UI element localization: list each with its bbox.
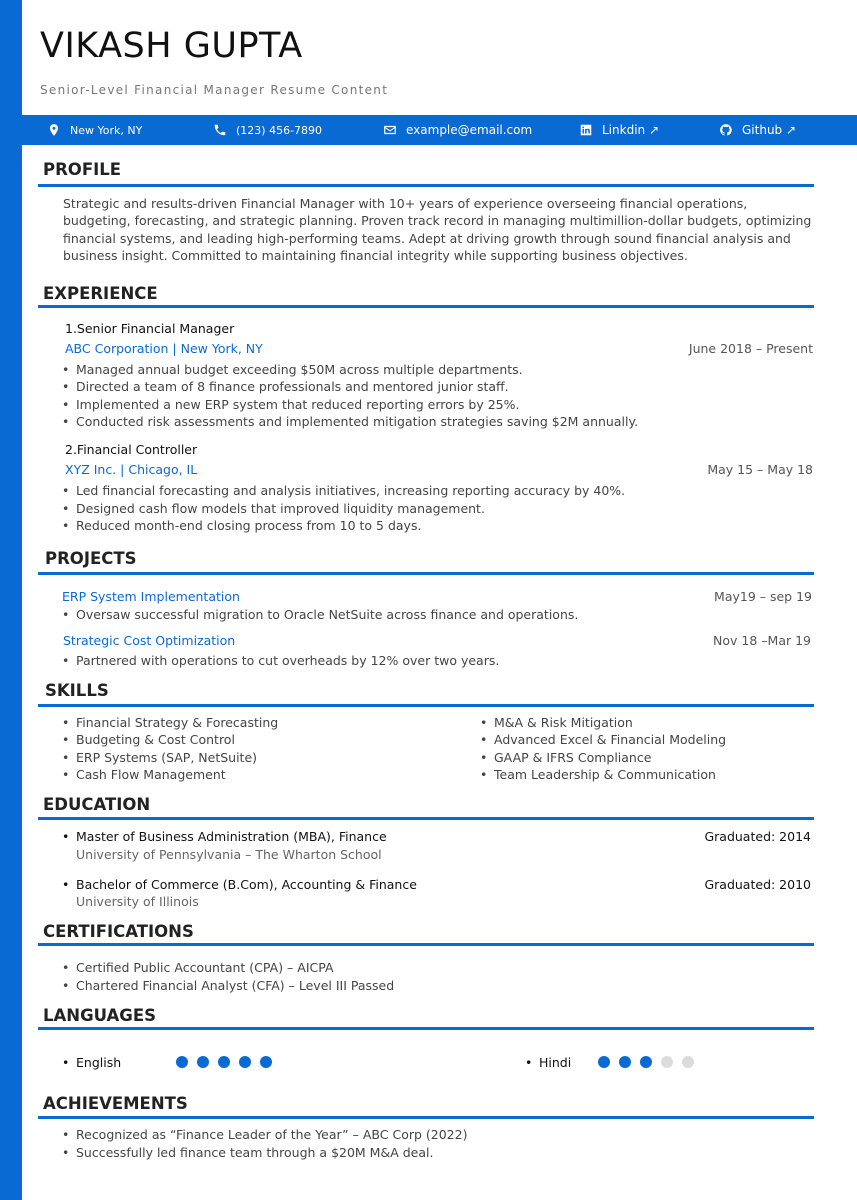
education-school: University of Pennsylvania – The Wharton School [76,847,382,862]
skill-item: • GAAP & IFRS Compliance [494,749,651,766]
job-bullet: • Designed cash flow models that improved liquidity management. [76,500,485,517]
contact-email[interactable] [382,115,532,145]
skill-item: • Cash Flow Management [76,766,226,783]
job-bullet: • Led financial forecasting and analysis initiatives, increasing reporting accuracy by 40%. [76,482,625,499]
contact-github[interactable] [718,115,796,145]
job-date: June 2018 – Present [688,341,813,356]
github-icon [718,122,734,138]
project-name: Strategic Cost Optimization [63,633,236,648]
rating-dot-filled [598,1056,610,1068]
contact-bar [22,115,857,145]
resume-subtitle: Senior-Level Financial Manager Resume Content [40,83,389,97]
rating-dot-filled [197,1056,209,1068]
language-rating-hindi [598,1056,718,1070]
rating-dot-filled [218,1056,230,1068]
left-accent-bar [0,0,22,1200]
job-bullet: • Reduced month-end closing process from 10 to 5 days. [76,517,421,534]
project-name: ERP System Implementation [62,589,240,604]
achievement-item: • Successfully led finance team through a $20M M&A deal. [76,1144,433,1161]
project-date: Nov 18 –Mar 19 [713,633,811,648]
project-date: May19 – sep 19 [714,589,812,604]
linkedin-icon [578,122,594,138]
certification-item: • Chartered Financial Analyst (CFA) – Level III Passed [76,977,394,994]
section-title-languages: LANGUAGES [43,1006,156,1025]
rating-dot-empty [682,1056,694,1068]
section-rule [38,1027,814,1030]
section-title-projects: PROJECTS [45,549,137,568]
education-degree: • Bachelor of Commerce (B.Com), Accounting & Finance [76,876,417,893]
skill-item: • Team Leadership & Communication [494,766,716,783]
job-title: 2.Financial Controller [65,442,198,457]
rating-dot-filled [239,1056,251,1068]
contact-linkedin[interactable] [578,115,659,145]
location-text: New York, NY [70,123,143,137]
skill-item: • Budgeting & Cost Control [76,731,235,748]
section-rule [38,943,814,946]
job-date: May 15 – May 18 [707,462,813,477]
github-link[interactable]: Github ↗ [742,123,797,137]
certification-item: • Certified Public Accountant (CPA) – AICPA [76,959,334,976]
skill-item: • M&A & Risk Mitigation [494,714,633,731]
education-date: Graduated: 2014 [704,829,811,844]
project-bullet: • Partnered with operations to cut overheads by 12% over two years. [76,652,499,669]
rating-dot-filled [176,1056,188,1068]
achievement-item: • Recognized as “Finance Leader of the Year” – ABC Corp (2022) [76,1126,467,1143]
phone-icon [212,122,228,138]
job-company: XYZ Inc. | Chicago, IL [65,462,198,477]
section-rule [38,184,814,187]
linkedin-link[interactable]: Linkdin ↗ [602,123,659,137]
rating-dot-filled [619,1056,631,1068]
section-title-certifications: CERTIFICATIONS [43,922,194,941]
resume-name: VIKASH GUPTA [40,26,303,66]
section-title-profile: PROFILE [43,160,122,179]
location-pin-icon [46,122,62,138]
section-title-experience: EXPERIENCE [43,284,158,303]
section-title-education: EDUCATION [43,795,151,814]
section-rule [38,704,814,707]
section-title-skills: SKILLS [45,681,109,700]
contact-phone[interactable] [212,115,322,145]
rating-dot-filled [260,1056,272,1068]
section-rule [38,817,814,820]
language-name: • Hindi [539,1054,571,1071]
phone-text: (123) 456-7890 [236,123,323,137]
rating-dot-filled [640,1056,652,1068]
job-bullet: • Directed a team of 8 finance professionals and mentored junior staff. [76,378,509,395]
section-rule [38,1116,814,1119]
contact-location [46,115,142,145]
profile-summary: Strategic and results-driven Financial Manager with 10+ years of experience overseeing financial operations, budgeting, forecasting, and strategic planning. Proven track record in managing multimillion-dollar budgets, optimizing financial systems, and leading high-performing teams. Adept at driving growth through sound financial analysis and business insight. Committed to maintaining financial integrity while supporting business objectives. [63,196,812,263]
email-text: example@email.com [406,123,533,137]
education-degree: • Master of Business Administration (MBA), Finance [76,828,387,845]
skill-item: • Advanced Excel & Financial Modeling [494,731,726,748]
language-rating-english [176,1056,296,1070]
education-school: University of Illinois [76,894,199,909]
rating-dot-empty [661,1056,673,1068]
job-title: 1.Senior Financial Manager [65,321,235,336]
language-name: • English [76,1054,121,1071]
job-company: ABC Corporation | New York, NY [65,341,263,356]
mail-icon [382,122,398,138]
skill-item: • ERP Systems (SAP, NetSuite) [76,749,257,766]
job-bullet: • Implemented a new ERP system that reduced reporting errors by 25%. [76,396,519,413]
education-date: Graduated: 2010 [704,877,811,892]
skill-item: • Financial Strategy & Forecasting [76,714,278,731]
project-bullet: • Oversaw successful migration to Oracle NetSuite across finance and operations. [76,606,578,623]
section-rule [38,305,814,308]
job-bullet: • Managed annual budget exceeding $50M across multiple departments. [76,361,523,378]
section-title-achievements: ACHIEVEMENTS [43,1094,188,1113]
job-bullet: • Conducted risk assessments and implemented mitigation strategies saving $2M annually. [76,413,638,430]
section-rule [38,572,814,575]
